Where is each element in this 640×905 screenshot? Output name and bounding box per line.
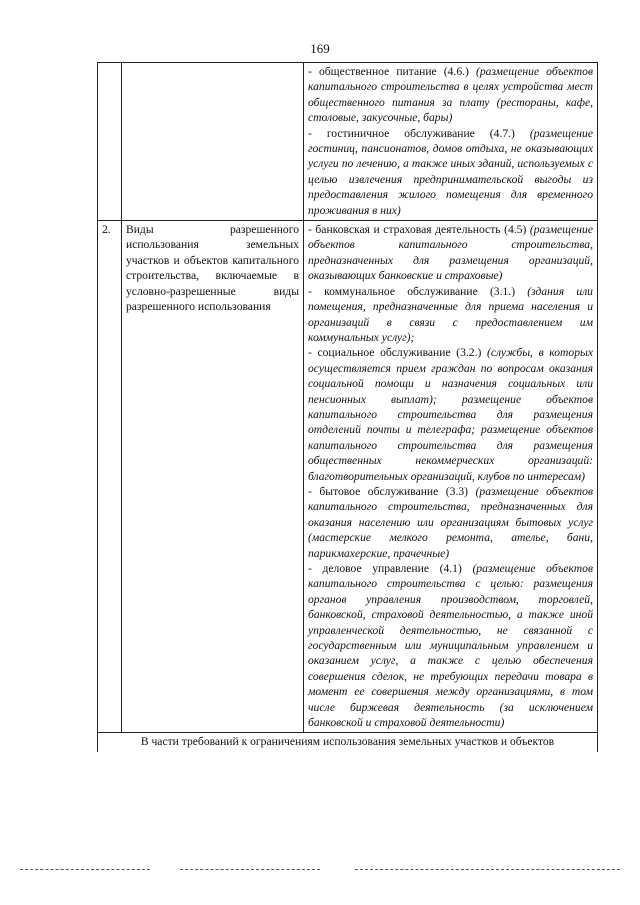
scan-divider	[180, 869, 320, 870]
list-item: - гостиничное обслуживание (4.7.) (размещение гостиниц, пансионатов, домов отдыха, не оказывающих услуги по лечению, а также иных зданий, используемых с целью извлечения предпринимательской выгоды из предоставления жилого помещения для временного проживания в них)	[308, 126, 593, 217]
table-row	[98, 221, 598, 733]
page-number: 169	[310, 41, 330, 56]
row-title-cell	[122, 63, 304, 221]
table-row	[98, 63, 598, 221]
list-item: - социальное обслуживание (3.2.) (службы, в которых осуществляется прием граждан по вопросам оказания социальной помощи и назначения социальных или пенсионных выплат); размещение объектов капитального строительства для размещения отделений почты и телеграфа; размещение объектов капитального строительства для размещения общественных некоммерческих организаций: благотворительных организаций, клубов по интересам)	[308, 346, 593, 483]
list-item: - деловое управление (4.1) (размещение объектов капитального строительства с целью: размещения органов управления производством, торговлей, банковской, страховой деятельностью, а также иной управленческой деятельностью, не связанной с государственным или муниципальным управлением и оказанием услуг, а также с целью обеспечения совершения сделок, не требующих передачи товара в момент ее совершения между организациями, в том числе биржевая деятельность (за исключением банковской и страховой деятельности)	[308, 562, 593, 730]
list-item: - банковская и страховая деятельность (4.5) (размещение объектов капитального строительства, предназначенных для размещения организаций, оказывающих банковские и страховые)	[308, 223, 593, 283]
list-item: - общественное питание (4.6.) (размещение объектов капитального строительства в целях устройства мест общественного питания за плату (рестораны, кафе, столовые, закусочные, бары)	[308, 65, 593, 125]
list-item: - коммунальное обслуживание (3.1.) (здания или помещения, предназначенные для приема населения и организаций в связи с предоставлением им коммунальных услуг);	[308, 284, 593, 344]
row-number-cell: 2.	[98, 221, 122, 733]
section-heading: В части требований к ограничениям использования земельных участков и объектов	[98, 733, 598, 752]
list-item: - бытовое обслуживание (3.3) (размещение объектов капитального строительства, предназначенных для оказания населению или организациям бытовых услуг (мастерские мелкого ремонта, ателье, бани, парикмахерские, прачечные)	[308, 484, 593, 560]
scan-divider	[20, 869, 150, 870]
row-number-cell	[98, 63, 122, 221]
land-use-table	[97, 62, 598, 752]
scan-divider	[355, 869, 620, 870]
row-content-cell	[304, 63, 598, 221]
row-title-cell: Виды разрешенного использования земельных участков и объектов капитального строительства, включаемые в условно-разрешенные виды разрешенного использования	[122, 221, 304, 733]
table-row	[98, 733, 598, 752]
row-content-cell	[304, 221, 598, 733]
